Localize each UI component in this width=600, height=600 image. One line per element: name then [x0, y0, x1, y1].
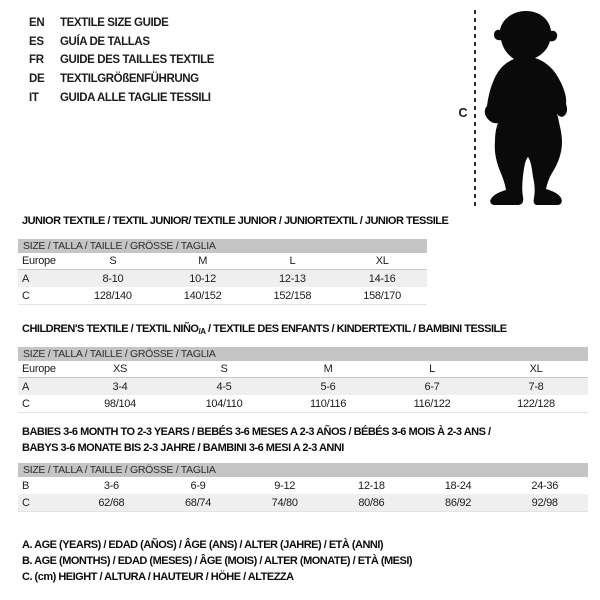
table-cell: 4-5 [216, 380, 232, 393]
legend-line-a: A. AGE (YEARS) / EDAD (AÑOS) / ÂGE (ANS) / ALTER (JAHRE) / ETÀ (ANNI) [22, 539, 384, 552]
language-title: TEXTILE SIZE GUIDE [60, 17, 169, 30]
table-cell: XS [112, 363, 128, 375]
table-cell: 104/110 [205, 397, 243, 410]
table-cell: 122/128 [517, 397, 555, 410]
table-cell: 74/80 [271, 496, 298, 509]
table-cell: 3-4 [112, 380, 128, 393]
table-body [18, 477, 588, 512]
language-code: FR [29, 54, 44, 67]
table-cell: M [198, 255, 208, 267]
table-cell: 86/92 [445, 496, 472, 509]
language-code: EN [29, 17, 45, 30]
table-cell: 110/116 [309, 397, 347, 410]
table-row [18, 494, 588, 511]
table-cell: 10-12 [189, 272, 216, 285]
babies-title-line1: BABIES 3-6 MONTH TO 2-3 YEARS / BEBÉS 3-6 MESES A 2-3 AÑOS / BÉBÉS 3-6 MOIS À 2-3 ANS / [22, 426, 491, 438]
table-cell: 62/68 [98, 496, 125, 509]
table-cell: 14-16 [368, 272, 396, 285]
language-title: GUÍA DE TALLAS [60, 35, 150, 48]
table-cell: S [220, 363, 228, 375]
language-title: GUIDE DES TAILLES TEXTILE [60, 54, 214, 67]
table-cell: XL [529, 363, 543, 375]
row-label: C [22, 397, 30, 410]
row-label: Europe [22, 255, 56, 267]
table-cell: 8-10 [102, 272, 124, 285]
table-cell: S [109, 255, 117, 267]
table-row [18, 287, 427, 304]
height-measure-label: C [458, 106, 468, 120]
table-body [18, 361, 588, 413]
table-row [18, 270, 427, 287]
table-row [18, 378, 588, 395]
table-cell: 9-12 [274, 479, 296, 492]
table-cell: 140/152 [183, 289, 222, 302]
table-row [18, 253, 427, 270]
legend [22, 537, 412, 586]
babies-size-table [18, 463, 588, 512]
table-row [18, 395, 588, 412]
table-row [18, 361, 588, 378]
baby-silhouette-icon [482, 9, 572, 207]
table-row [18, 477, 588, 494]
height-measure-dotted-line [474, 10, 476, 207]
children-table-title [22, 323, 507, 336]
children-title-prefix: CHILDREN'S TEXTILE / TEXTIL NIÑO [22, 323, 199, 335]
size-header-bar: SIZE / TALLA / TAILLE / GRÖSSE / TAGLIA [18, 347, 588, 361]
row-label: C [22, 289, 30, 302]
table-cell: 92/98 [531, 496, 558, 509]
row-label: A [22, 380, 30, 393]
table-cell: M [323, 363, 333, 375]
language-title: TEXTILGRÖßENFÜHRUNG [60, 73, 199, 86]
size-header-bar: SIZE / TALLA / TAILLE / GRÖSSE / TAGLIA [18, 463, 588, 477]
table-cell: 12-18 [358, 479, 385, 492]
table-cell: 24-36 [531, 479, 559, 492]
table-cell: 98/104 [104, 397, 136, 410]
junior-size-table [18, 239, 427, 305]
language-row [29, 51, 214, 70]
language-code: ES [29, 35, 44, 48]
legend-line-b: B. AGE (MONTHS) / EDAD (MESES) / ÂGE (MOIS) / ALTER (MONATE) / ETÀ (MESI) [22, 555, 413, 568]
table-cell: L [289, 255, 296, 267]
junior-table-title: JUNIOR TEXTILE / TEXTIL JUNIOR/ TEXTILE JUNIOR / JUNIORTEXTIL / JUNIOR TESSILE [22, 215, 449, 227]
table-cell: 158/170 [363, 289, 401, 302]
table-cell: 3-6 [103, 479, 119, 492]
table-cell: 152/158 [273, 289, 312, 302]
children-title-subscript: /A [198, 327, 206, 336]
language-row [29, 70, 214, 89]
children-size-table [18, 347, 588, 413]
language-code: IT [29, 91, 39, 104]
language-title: GUIDA ALLE TAGLIE TESSILI [60, 91, 211, 104]
children-title-suffix: / TEXTILE DES ENFANTS / KINDERTEXTIL / BAMBINI TESSILE [205, 323, 507, 335]
language-row [29, 33, 214, 52]
row-label: A [22, 272, 30, 285]
table-cell: 68/74 [184, 496, 212, 509]
row-label: Europe [22, 363, 56, 375]
language-row [29, 88, 214, 107]
row-label: B [22, 479, 30, 492]
table-cell: 7-8 [528, 380, 544, 393]
language-list [29, 14, 214, 107]
size-header-bar: SIZE / TALLA / TAILLE / GRÖSSE / TAGLIA [18, 239, 427, 253]
table-cell: 6-7 [424, 380, 440, 393]
table-body [18, 253, 427, 305]
table-cell: L [429, 363, 435, 375]
babies-table-title [22, 425, 491, 456]
table-cell: 128/140 [94, 289, 132, 302]
table-cell: 116/122 [413, 397, 451, 410]
language-row [29, 14, 214, 33]
table-cell: 80/86 [358, 496, 385, 509]
language-code: DE [29, 73, 45, 86]
table-cell: 18-24 [444, 479, 472, 492]
table-cell: 6-9 [190, 479, 206, 492]
babies-title-line2: BABYS 3-6 MONATE BIS 2-3 JAHRE / BAMBINI 3-6 MESI A 2-3 ANNI [22, 441, 344, 454]
legend-line-c: C. (cm) HEIGHT / ALTURA / HAUTEUR / HÖHE / ALTEZZA [22, 571, 294, 584]
table-cell: XL [375, 255, 389, 267]
row-label: C [22, 496, 30, 509]
table-cell: 5-6 [320, 380, 336, 393]
table-cell: 12-13 [279, 272, 306, 285]
